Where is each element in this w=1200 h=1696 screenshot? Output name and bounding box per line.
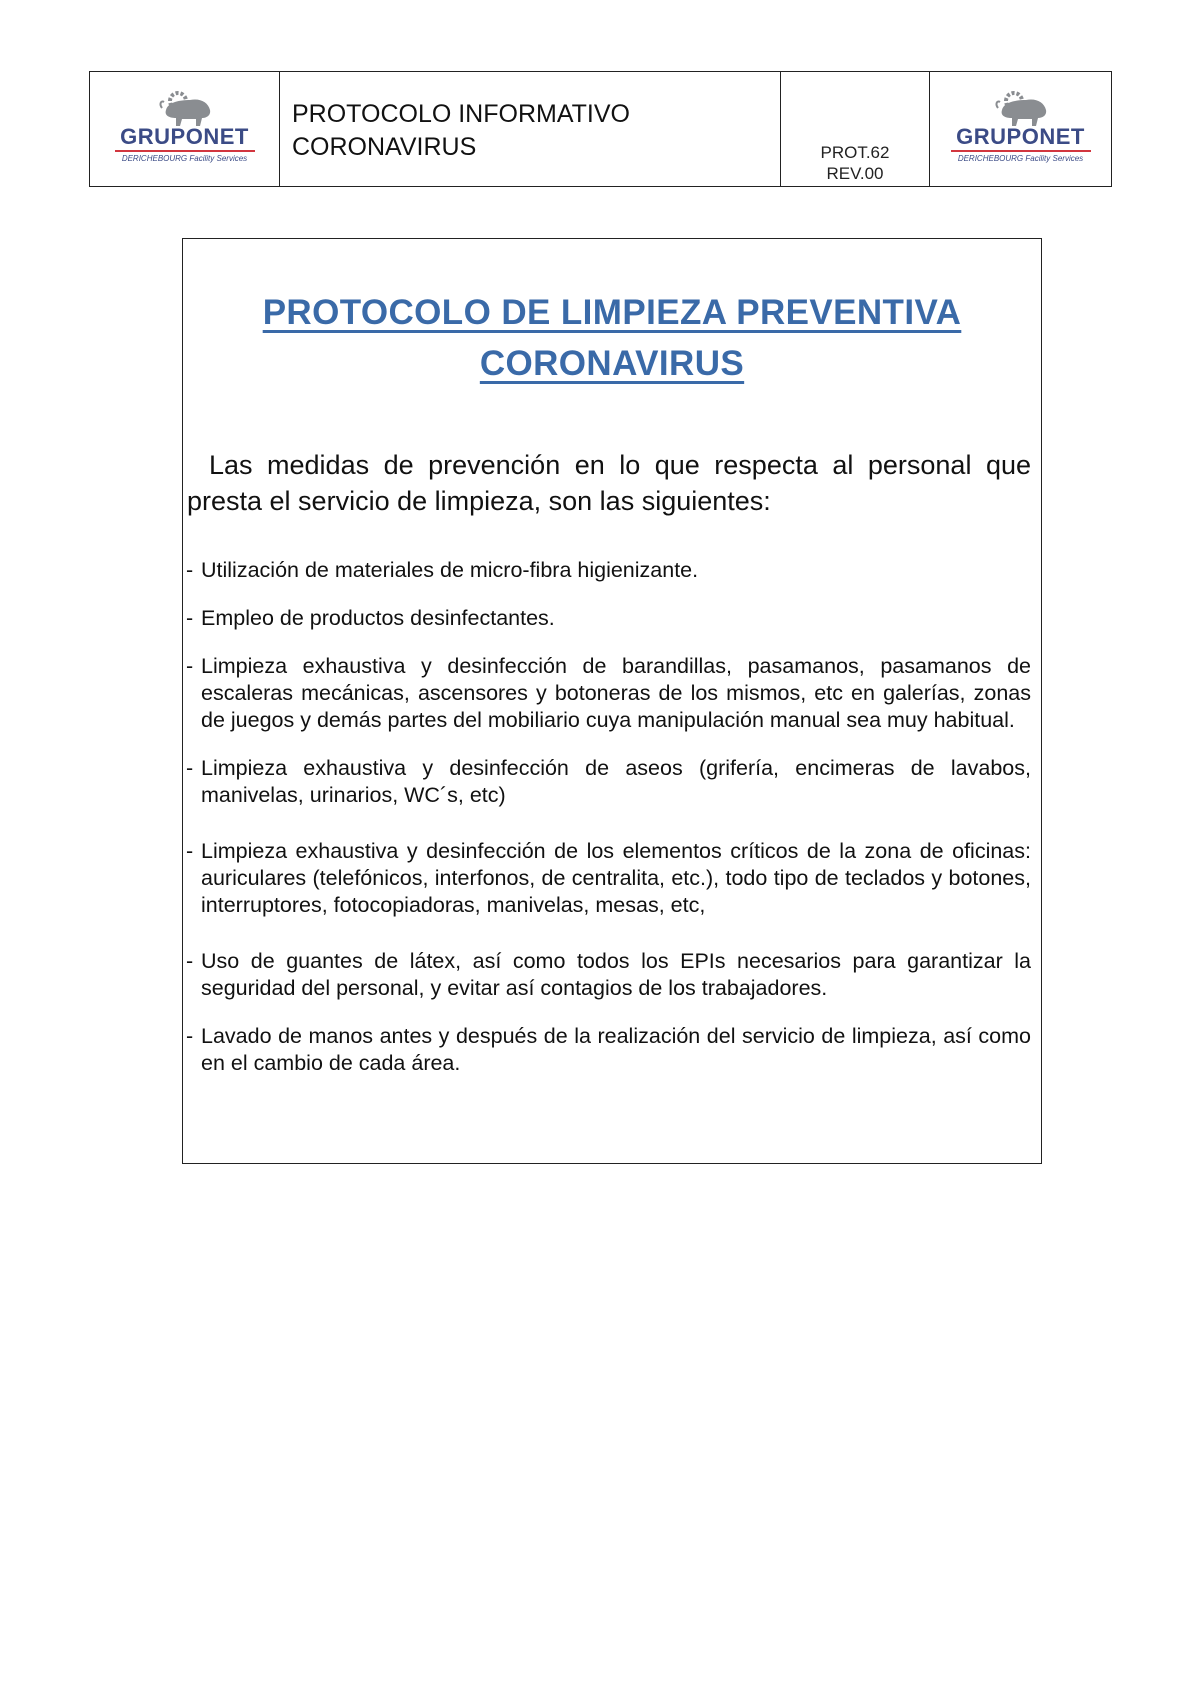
list-item: - Limpieza exhaustiva y desinfección de barandillas, pasamanos, pasamanos de escaleras mecánicas, ascensores y botoneras de los mismos, etc en galerías, zonas de juegos y demás partes del mobiliario cuya manipulación manual sea muy habitual.: [186, 653, 1031, 734]
document-header: [89, 71, 1112, 187]
protocol-number: PROT.62: [820, 143, 890, 162]
list-item: - Empleo de productos desinfectantes.: [186, 605, 1031, 632]
header-logo-cell-left: [90, 72, 280, 186]
measures-list: [186, 557, 1031, 1077]
gruponet-logo-left: [90, 88, 279, 164]
header-title: [292, 98, 630, 164]
document-code: [781, 142, 929, 184]
document-title-line1: PROTOCOLO DE LIMPIEZA PREVENTIVA: [262, 293, 962, 332]
logo-subtitle: DERICHEBOURG Facility Services: [957, 154, 1084, 163]
list-item: - Limpieza exhaustiva y desinfección de aseos (grifería, encimeras de lavabos, manivelas, urinarios, WC´s, etc): [186, 755, 1031, 809]
revision-number: REV.00: [826, 164, 884, 183]
logo-brand-text: GRUPONET: [956, 124, 1085, 149]
document-title-line2: CORONAVIRUS: [479, 344, 745, 383]
header-title-line2: CORONAVIRUS: [292, 133, 477, 161]
document-title: [183, 287, 1041, 389]
intro-paragraph: Las medidas de prevención en lo que respecta al personal que presta el servicio de limpieza, son las siguientes:: [187, 450, 1031, 516]
bison-gear-icon: [156, 88, 214, 128]
logo-underline: [115, 150, 255, 152]
header-title-line1: PROTOCOLO INFORMATIVO: [292, 100, 630, 128]
bison-gear-icon: [992, 88, 1050, 128]
logo-brand-text: GRUPONET: [120, 124, 249, 149]
list-item: - Limpieza exhaustiva y desinfección de los elementos críticos de la zona de oficinas: auriculares (telefónicos, interfonos, de centralita, etc.), todo tipo de teclados y botones, interruptores, fotocopiadoras, manivelas, mesas, etc,: [186, 838, 1031, 919]
protocol-content-box: [182, 238, 1042, 1164]
logo-underline: [951, 150, 1091, 152]
list-item: - Lavado de manos antes y después de la realización del servicio de limpieza, así como en el cambio de cada área.: [186, 1023, 1031, 1077]
list-item: - Utilización de materiales de micro-fibra higienizante.: [186, 557, 1031, 584]
header-logo-cell-right: [930, 72, 1111, 186]
list-item: - Uso de guantes de látex, así como todos los EPIs necesarios para garantizar la seguridad del personal, y evitar así contagios de los trabajadores.: [186, 948, 1031, 1002]
gruponet-logo-right: [930, 88, 1111, 164]
header-title-cell: [280, 72, 781, 186]
header-code-cell: [781, 72, 930, 186]
logo-subtitle: DERICHEBOURG Facility Services: [121, 154, 248, 163]
